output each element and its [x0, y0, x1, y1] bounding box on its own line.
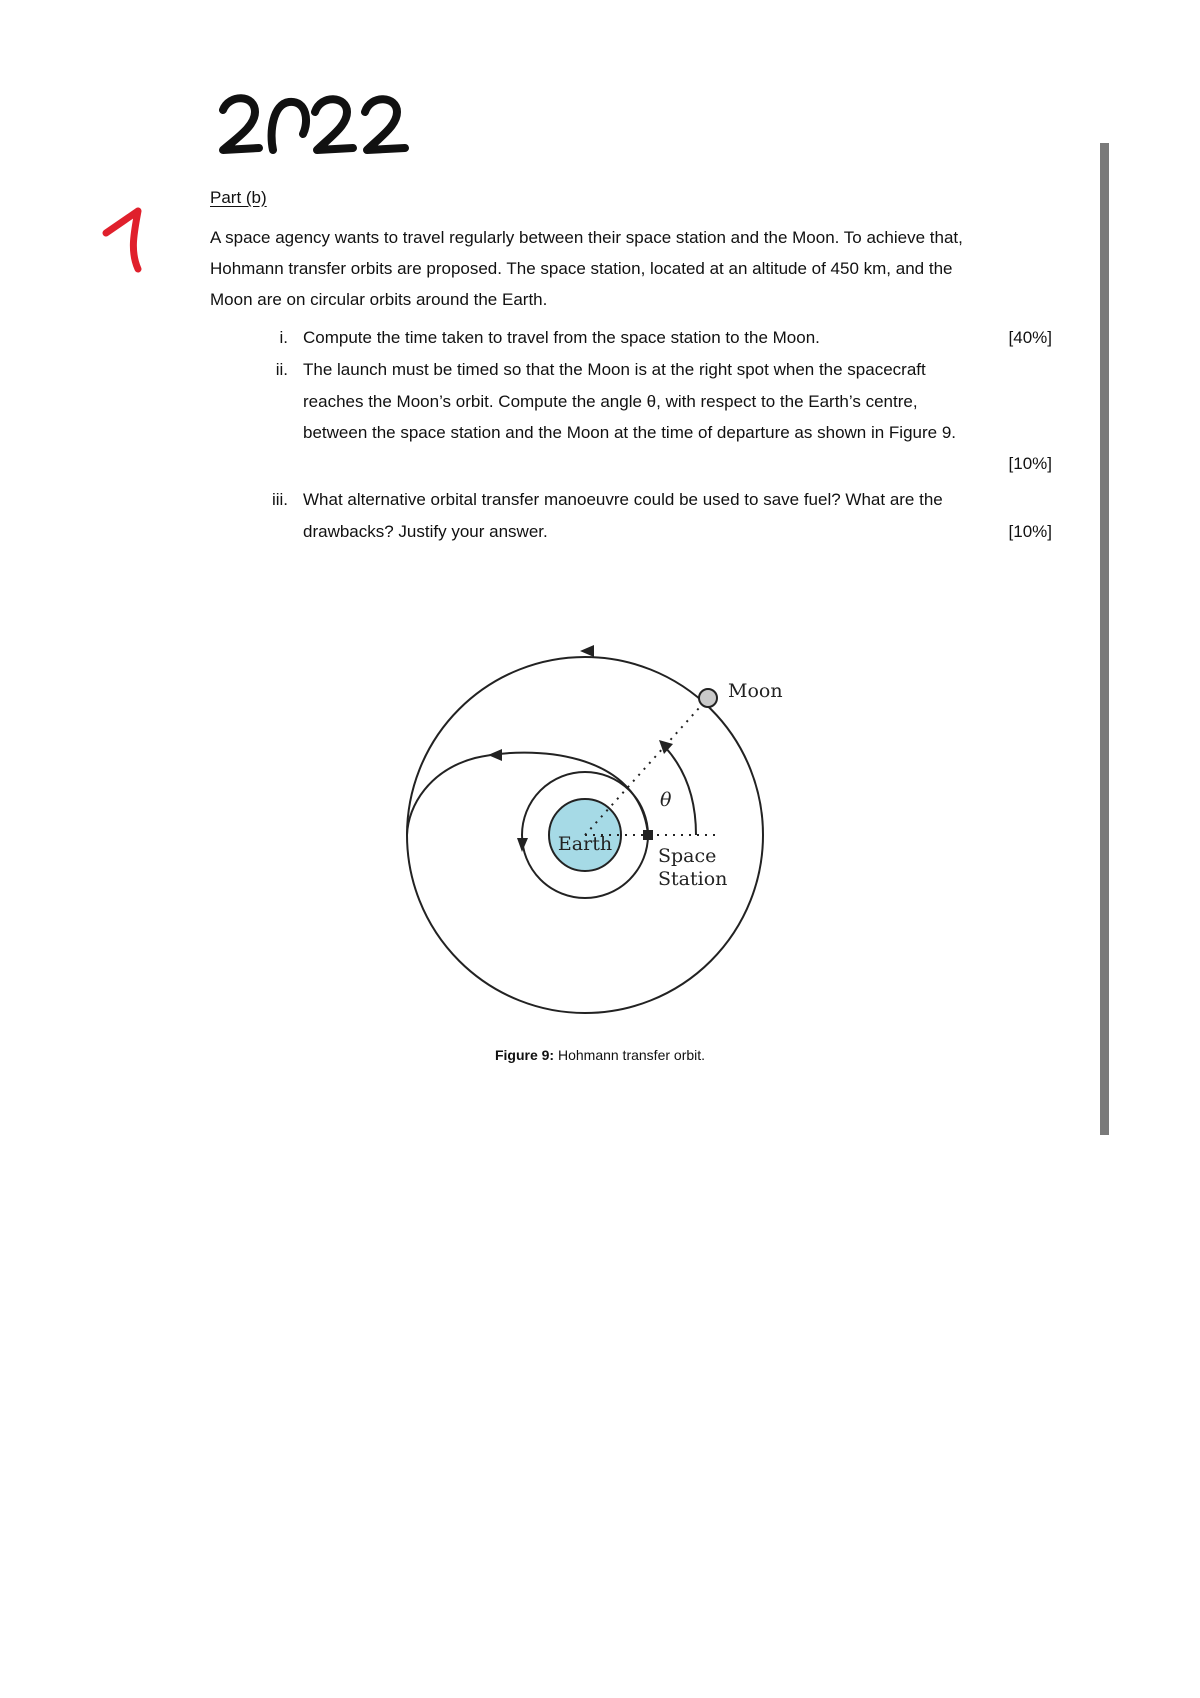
earth-label: Earth	[557, 833, 613, 855]
space-station	[643, 830, 653, 840]
transfer-orbit-arrow	[488, 749, 502, 761]
moon-orbit-arrow	[580, 645, 594, 657]
handwritten-question-number	[100, 205, 160, 275]
caption-text: Hohmann transfer orbit.	[557, 1047, 706, 1063]
question-number: iii.	[271, 490, 288, 509]
station-orbit-arrow	[517, 838, 528, 852]
station-label: Station	[658, 868, 728, 890]
moon	[699, 689, 717, 707]
part-heading: Part (b)	[210, 188, 267, 207]
space-label: Space	[658, 845, 717, 867]
handwritten-year	[215, 82, 415, 162]
figure-caption	[300, 1047, 900, 1063]
hohmann-transfer-diagram	[390, 630, 810, 1020]
question-iii	[262, 484, 1052, 548]
theta-arc-arrow	[659, 740, 673, 754]
page-edge-bar	[1100, 143, 1109, 1135]
caption-label: Figure 9:	[494, 1047, 555, 1063]
question-number: ii.	[275, 360, 288, 379]
question-text: The launch must be timed so that the Moon is at the right spot when the spacecraft reaches the Moon’s orbit. Compute the angle θ, with respect to the Earth’s centre, between the space station and the Moon at the time of departure as shown in Figure 9.	[303, 360, 957, 442]
question-ii	[262, 354, 1052, 482]
theta-label: θ	[660, 789, 672, 811]
intro-paragraph: A space agency wants to travel regularly between their space station and the Moon. To achieve that, Hohmann transfer orbits are proposed. The space station, located at an altitude of 450 km, and the Moon are on circular orbits around the Earth.	[210, 228, 963, 309]
question-text: Compute the time taken to travel from the space station to the Moon.	[303, 328, 820, 347]
question-text: What alternative orbital transfer manoeuvre could be used to save fuel? What are the drawbacks? Justify your answer.	[303, 490, 943, 541]
moon-label: Moon	[728, 680, 783, 702]
question-i	[262, 322, 1052, 354]
question-number: i.	[279, 328, 288, 347]
question-mark: [10%]	[1008, 454, 1052, 473]
question-mark: [40%]	[1008, 328, 1052, 347]
question-mark: [10%]	[1008, 522, 1052, 541]
